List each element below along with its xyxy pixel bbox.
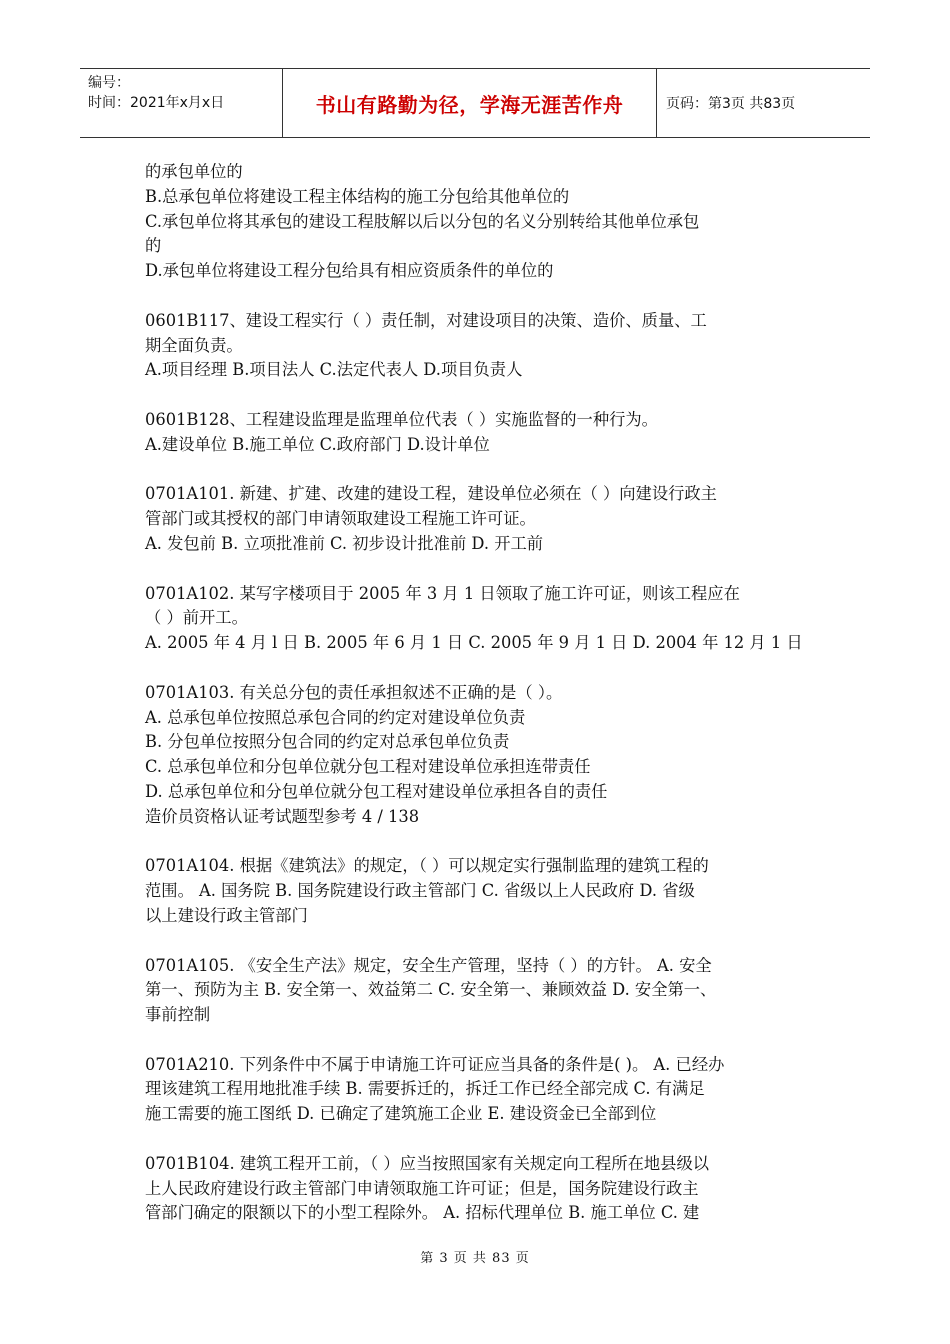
body-text-line: B.总承包单位将建设工程主体结构的施工分包给其他单位的 xyxy=(145,186,570,206)
body-text-line: 理该建筑工程用地批准手续 B. 需要拆迁的，拆迁工作已经全部完成 C. 有满足 xyxy=(145,1079,705,1099)
body-text-line: 0701A103. 有关总分包的责任承担叙述不正确的是（ ）。 xyxy=(145,682,563,702)
header-motto: 书山有路勤为径，学海无涯苦作舟 xyxy=(315,92,624,117)
body-text-line: 0701A210. 下列条件中不属于申请施工许可证应当具备的条件是( )。 A. 已经办 xyxy=(145,1054,725,1074)
paragraph-gap xyxy=(145,383,813,408)
paragraph-gap xyxy=(145,929,813,954)
header-date-label: 时间：2021年x月x日 xyxy=(88,95,225,111)
body-text-line: 0601B128、工程建设监理是监理单位代表（ ）实施监督的一种行为。 xyxy=(145,409,658,429)
body-text-line: 第一、预防为主 B. 安全第一、效益第二 C. 安全第一、兼顾效益 D. 安全第一、 xyxy=(145,980,717,1000)
body-text-line: B. 分包单位按照分包合同的约定对总承包单位负责 xyxy=(145,732,510,752)
body-text-line: 0701A101. 新建、扩建、改建的建设工程，建设单位必须在（ ）向建设行政主 xyxy=(145,484,717,504)
body-text-line: D. 总承包单位和分包单位就分包工程对建设单位承担各自的责任 xyxy=(145,781,608,801)
body-text-line: 0701A102. 某写字楼项目于 2005 年 3 月 1 日领取了施工许可证，则该工程应在 xyxy=(145,583,740,603)
body-text-line: 0701A104. 根据《建筑法》的规定，（ ）可以规定实行强制监理的建筑工程的 xyxy=(145,856,709,876)
body-text-line: 上人民政府建设行政主管部门申请领取施工许可证；但是，国务院建设行政主 xyxy=(145,1178,699,1198)
body-text-line: A. 发包前 B. 立项批准前 C. 初步设计批准前 D. 开工前 xyxy=(145,533,544,553)
paragraph-gap xyxy=(145,284,813,309)
body-text-line: A.建设单位 B.施工单位 C.政府部门 D.设计单位 xyxy=(145,434,490,454)
paragraph-gap xyxy=(145,557,813,582)
document-body xyxy=(145,160,813,1226)
body-text-line: 管部门或其授权的部门申请领取建设工程施工许可证。 xyxy=(145,509,536,529)
header-motto-cell xyxy=(283,69,657,137)
body-text-line: 的 xyxy=(145,236,162,256)
body-text-line: 期全面负责。 xyxy=(145,335,243,355)
paragraph-gap xyxy=(145,656,813,681)
body-text-line: A. 总承包单位按照总承包合同的约定对建设单位负责 xyxy=(145,707,526,727)
body-text-line: 范围。 A. 国务院 B. 国务院建设行政主管部门 C. 省级以上人民政府 D. 省级 xyxy=(145,881,695,901)
page-footer: 第 3 页 共 83 页 xyxy=(420,1251,530,1266)
body-text-line: 管部门确定的限额以下的小型工程除外。 A. 招标代理单位 B. 施工单位 C. 建 xyxy=(145,1203,700,1223)
body-text-line: （ ）前开工。 xyxy=(145,608,248,628)
body-text-line: A.项目经理 B.项目法人 C.法定代表人 D.项目负责人 xyxy=(145,360,523,380)
header-page-label: 页码：第3页 共83页 xyxy=(666,96,796,112)
header-info-cell xyxy=(80,69,283,137)
body-text-line: 0701B104. 建筑工程开工前，（ ）应当按照国家有关规定向工程所在地县级以 xyxy=(145,1153,710,1173)
header-number-label: 编号： xyxy=(88,75,130,91)
body-text-line: 以上建设行政主管部门 xyxy=(145,905,308,925)
paragraph-gap xyxy=(145,458,813,483)
body-text-line: 事前控制 xyxy=(145,1005,211,1025)
body-text-line: A. 2005 年 4 月 l 日 B. 2005 年 6 月 1 日 C. 2005 年 9 月 1 日 D. 2004 年 12 月 1 日 xyxy=(145,633,803,653)
body-text-line: 施工需要的施工图纸 D. 已确定了建筑施工企业 E. 建设资金已全部到位 xyxy=(145,1104,657,1124)
paragraph-gap xyxy=(145,830,813,855)
paragraph-gap xyxy=(145,1127,813,1152)
paragraph-gap xyxy=(145,1028,813,1053)
body-text-line: 0701A105. 《安全生产法》规定，安全生产管理，坚持（ ）的方针。 A. 安全 xyxy=(145,955,712,975)
body-text-line: 造价员资格认证考试题型参考 4 / 138 xyxy=(145,806,420,826)
header-page-cell xyxy=(656,69,870,137)
body-text-line: 0601B117、建设工程实行（ ）责任制，对建设项目的决策、造价、质量、工 xyxy=(145,310,707,330)
body-text-line: 的承包单位的 xyxy=(145,162,243,181)
page-header xyxy=(80,68,870,138)
body-text-line: D.承包单位将建设工程分包给具有相应资质条件的单位的 xyxy=(145,261,554,281)
body-text-line: C.承包单位将其承包的建设工程肢解以后以分包的名义分别转给其他单位承包 xyxy=(145,211,700,231)
body-text-line: C. 总承包单位和分包单位就分包工程对建设单位承担连带责任 xyxy=(145,757,591,777)
